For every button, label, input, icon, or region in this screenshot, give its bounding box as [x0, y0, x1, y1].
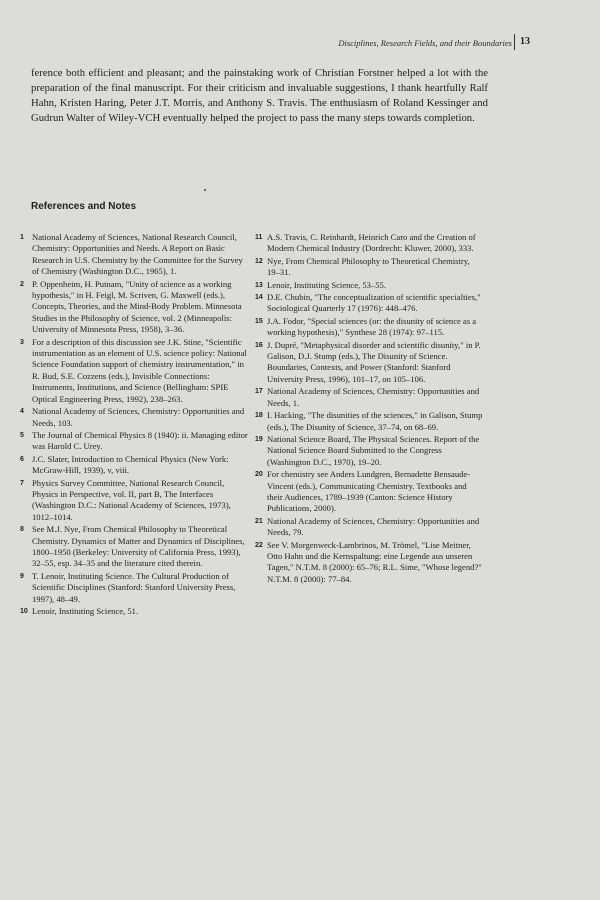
- note-number: 9: [20, 572, 24, 580]
- reference-note: [255, 516, 483, 539]
- note-number: 1: [20, 234, 24, 241]
- note-text: For a description of this discussion see J.K. Stine, "Scientific instrumentation as an element of U.S. science policy: National Science Foundation support of chemistry instrumentation," in R. Bud, S.E. Cozzens (eds.), Invisible Connections: Instruments, Institutions, and Science (Bellingham: SPIE Optical Engineering Press, 1992), 238–263.: [32, 336, 247, 404]
- reference-note: [20, 478, 248, 524]
- note-number: 14: [255, 294, 263, 302]
- reference-note: [255, 316, 483, 339]
- note-text: See M.J. Nye, From Chemical Philosophy to Theoretical Chemistry. Dynamics of Matter and Dynamics of Disciplines, 1800–1950 (Berkeley: University of California Press, 1993), 32–55, esp. 34–35 and the literature cited therein.: [32, 524, 245, 569]
- running-head: Disciplines, Research Fields, and their Boundaries: [338, 38, 512, 48]
- reference-note: [255, 469, 483, 515]
- references-right-column: [255, 232, 483, 586]
- note-text: National Academy of Sciences, National Research Council, Chemistry: Opportunities and Needs. A Report on Basic Research in U.S. Chemistry by the Committee for the Survey of Chemistry (Washington D.C., 1965), 1.: [32, 232, 243, 277]
- note-text: D.E. Chubin, "The conceptualization of scientific specialties," Sociological Quarterly 17 (1976): 448–476.: [267, 292, 481, 314]
- note-text: Physics Survey Committee, National Research Council, Physics in Perspective, vol. II, part B, The Interfaces (Washington D.C.: National Academy of Sciences, 1973), 1012–1014.: [32, 477, 231, 522]
- note-text: National Academy of Sciences, Chemistry: Opportunities and Needs, 79.: [267, 515, 480, 538]
- note-number: 21: [255, 517, 263, 525]
- note-number: 11: [255, 234, 263, 241]
- reference-note: [20, 606, 248, 617]
- note-number: 13: [255, 281, 263, 289]
- note-number: 4: [20, 408, 24, 416]
- reference-note: [255, 410, 483, 433]
- note-text: Lenoir, Instituting Science, 53–55.: [267, 279, 386, 290]
- note-text: For chemistry see Anders Lundgren, Bernadette Bensaude-Vincent (eds.), Communicating Chemistry. Textbooks and their Audiences, 1789–1939 (Canton: Science History Publications, 2000).: [267, 469, 471, 514]
- reference-note: [255, 540, 483, 586]
- note-text: Lenoir, Instituting Science, 51.: [32, 606, 139, 616]
- note-text: The Journal of Chemical Physics 8 (1940): ii. Managing editor was Harold C. Urey.: [32, 429, 248, 452]
- page-number: 13: [514, 34, 530, 50]
- note-number: 22: [255, 541, 263, 549]
- note-number: 8: [20, 526, 24, 534]
- reference-note: [255, 256, 483, 279]
- note-number: 12: [255, 257, 263, 265]
- note-text: T. Lenoir, Instituting Science. The Cultural Production of Scientific Disciplines (Stanford: Stanford University Press, 1997), 48–49.: [32, 570, 236, 604]
- reference-note: [20, 232, 248, 278]
- references-left-column: [20, 232, 248, 618]
- reference-note: [255, 340, 483, 386]
- note-number: 17: [255, 388, 263, 396]
- references-heading: References and Notes: [31, 201, 137, 212]
- note-text: J. Dupré, "Metaphysical disorder and scientific disunity," in P. Galison, D.J. Stump (eds.), The Disunity of Science. Boundaries, Contexts, and Power (Stanford: Stanford University Press, 1996), 101–17, on 105–106.: [267, 339, 481, 384]
- note-text: I. Hacking, "The disunities of the sciences," in Galison, Stump (eds.), The Disunity of Science, 37–74, on 68–69.: [267, 410, 483, 432]
- note-number: 7: [20, 479, 24, 487]
- reference-note: [255, 386, 483, 409]
- note-number: 15: [255, 317, 263, 325]
- reference-note: [255, 232, 483, 255]
- note-number: 16: [255, 341, 263, 349]
- note-text: National Science Board, The Physical Sciences. Report of the National Science Board Submitted to the Congress (Washington D.C., 1970), 19–20.: [267, 433, 480, 467]
- print-speck: [204, 189, 206, 191]
- intro-paragraph: ference both efficient and pleasant; and the painstaking work of Christian Forstner helped a lot with the preparation of the final manuscript. For their criticism and invaluable suggestions, I thank heartfully Ralf Hahn, Kristen Haring, Peter J.T. Morris, and Anthony S. Travis. The enthusiasm of Roland Kessinger and Gudrun Walter of Wiley-VCH eventually helped the project to pass the many steps towards completion.: [31, 67, 488, 124]
- reference-note: [20, 524, 248, 570]
- reference-note: [20, 571, 248, 605]
- note-text: P. Oppenheim, H. Putnam, "Unity of science as a working hypothesis," in H. Feigl, M. Scriven, G. Maxwell (eds.), Concepts, Theories, and the Mind-Body Problem. Minnesota Studies in the Philosophy of Science, vol. 2 (Minneapolis: University of Minnesota Press, 1958), 3–36.: [32, 278, 242, 335]
- note-number: 19: [255, 435, 263, 443]
- reference-note: [255, 292, 483, 315]
- reference-note: [20, 454, 248, 477]
- note-number: 6: [20, 455, 24, 463]
- note-text: National Academy of Sciences, Chemistry: Opportunities and Needs, 1.: [267, 386, 480, 408]
- note-number: 18: [255, 412, 263, 420]
- reference-note: [20, 337, 248, 405]
- reference-note: [255, 434, 483, 468]
- reference-note: [20, 430, 248, 453]
- reference-note: [20, 279, 248, 336]
- note-number: 20: [255, 471, 263, 479]
- note-text: See V. Morgenweck-Lambrinos, M. Trömel, "Lise Meitner, Otto Hahn und die Kernspaltung: eine Legende aus unseren Tagen," N.T.M. 8 (2000): 65–76; R.L. Sime, "Whose legend?" N.T.M. 8 (2000): 77–84.: [267, 539, 482, 584]
- note-text: A.S. Travis, C. Reinhardt, Heinrich Caro and the Creation of Modern Chemical Industry (Dordrecht: Kluwer, 2000), 333.: [267, 232, 476, 254]
- reference-note: [255, 280, 483, 291]
- note-text: National Academy of Sciences, Chemistry: Opportunities and Needs, 103.: [32, 406, 245, 428]
- note-text: J.A. Fodor, "Special sciences (or: the disunity of science as a working hypothesis)," Synthese 28 (1974): 97–115.: [267, 315, 477, 338]
- reference-note: [20, 406, 248, 429]
- note-number: 3: [20, 338, 24, 346]
- note-number: 5: [20, 431, 24, 439]
- note-number: 10: [20, 608, 28, 615]
- note-number: 2: [20, 280, 24, 288]
- note-text: J.C. Slater, Introduction to Chemical Physics (New York: McGraw-Hill, 1939), v, viii.: [32, 453, 229, 476]
- note-text: Nye, From Chemical Philosophy to Theoretical Chemistry, 19–31.: [267, 255, 470, 278]
